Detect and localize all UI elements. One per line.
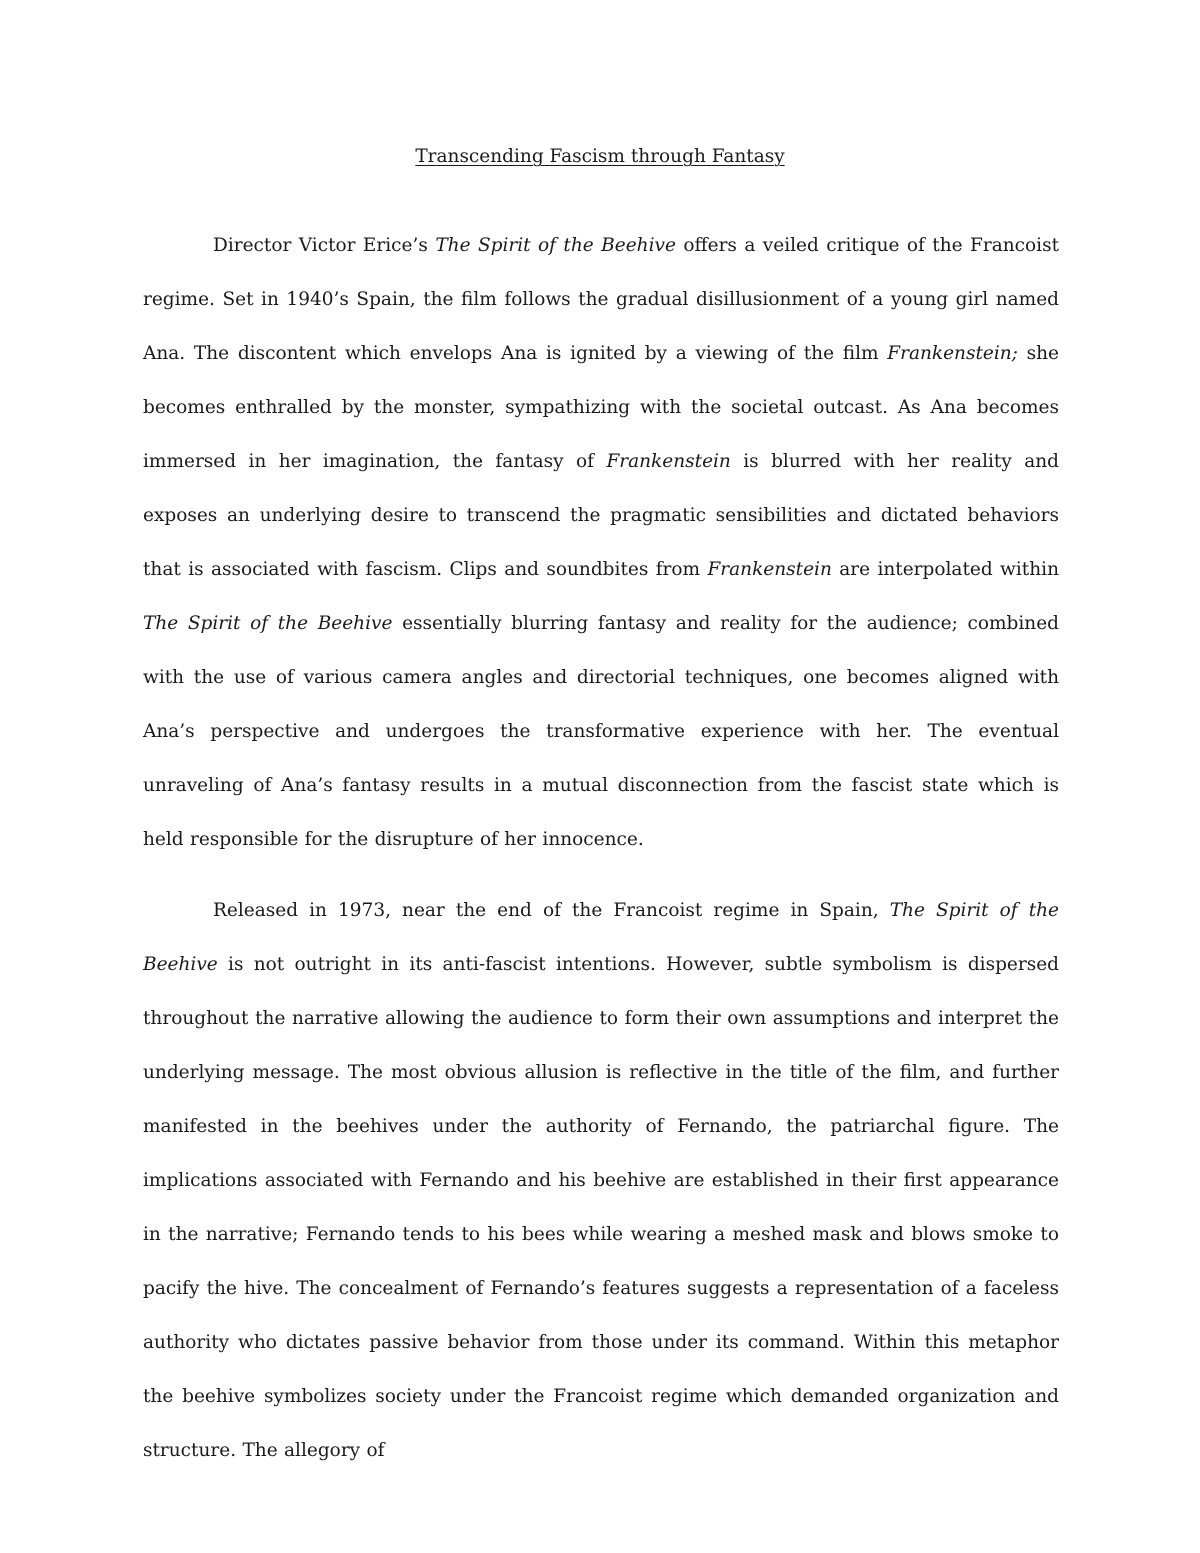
film-title-italic: The Spirit of the Beehive [143, 900, 1059, 975]
text-segment: offers a veiled critique of the Francoist regime. Set in 1940’s Spain, the film follows the gradual disillusionment of a young girl named Ana. The discontent which envelops Ana is ignited by a viewing of the film [143, 235, 1060, 364]
film-title-italic: The Spirit of the Beehive [435, 235, 676, 256]
text-segment: is not outright in its anti-fascist intentions. However, subtle symbolism is dispersed throughout the narrative allowing the audience to form their own assumptions and interpret the underlying message. The most obvious allusion is reflective in the title of the film, and further manifested in the beehives under the authority of Fernando, the patriarchal figure. The implications associated with Fernando and his beehive are established in their first appearance in the narrative; Fernando tends to his bees while wearing a meshed mask and blows smoke to pacify the hive. The concealment of Fernando’s features suggests a representation of a faceless authority who dictates passive behavior from those under its command. Within this metaphor the beehive symbolizes society under the Francoist regime which demanded organization and structure. The allegory of [143, 954, 1059, 1461]
film-title-italic: Frankenstein; [887, 343, 1018, 364]
text-segment: Released in 1973, near the end of the Francoist regime in Spain, [213, 900, 890, 921]
film-title-italic: Frankenstein [707, 559, 832, 580]
paragraph-2 [143, 884, 1059, 1478]
film-title-italic: The Spirit of the Beehive [143, 613, 393, 634]
film-title-italic: Frankenstein [606, 451, 731, 472]
document-title: Transcending Fascism through Fantasy [415, 146, 785, 167]
text-segment: are interpolated within [831, 559, 1059, 580]
text-segment: she becomes enthralled by the monster, sympathizing with the societal outcast. As Ana becomes immersed in her imagination, the fantasy of [143, 343, 1059, 472]
paragraph-1 [143, 219, 1059, 867]
text-segment: Director Victor Erice’s [213, 235, 436, 256]
text-segment: is blurred with her reality and exposes an underlying desire to transcend the pragmatic sensibilities and dictated behaviors that is associated with fascism. Clips and soundbites from [143, 451, 1059, 580]
text-segment: essentially blurring fantasy and reality for the audience; combined with the use of various camera angles and directorial techniques, one becomes aligned with Ana’s perspective and undergoes the transformative experience with her. The eventual unraveling of Ana’s fantasy results in a mutual disconnection from the fascist state which is held responsible for the disrupture of her innocence. [143, 613, 1059, 850]
